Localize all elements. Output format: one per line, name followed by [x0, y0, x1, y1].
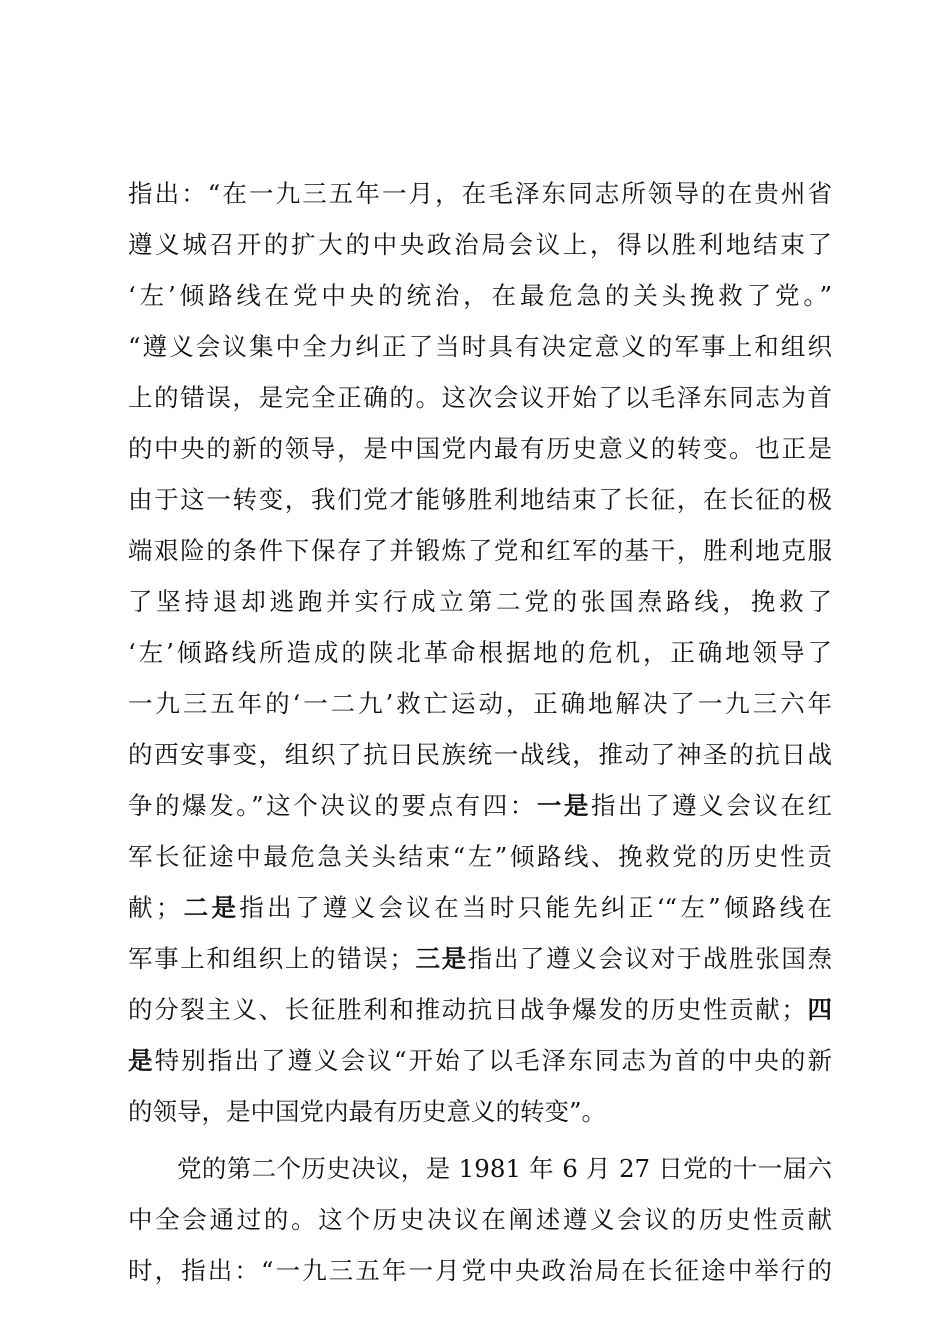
text-line: 指出：“在一九三五年一月，在毛泽东同志所领导的在贵州省	[128, 179, 832, 208]
text-line: 党的第二个历史决议，是 1981 年 6 月 27 日党的十一届六	[177, 1154, 832, 1183]
text-line: 上的错误，是完全正确的。这次会议开始了以毛泽东同志为首	[128, 383, 832, 412]
text-line: 的西安事变，组织了抗日民族统一战线，推动了神圣的抗日战	[128, 740, 832, 769]
bold-point-marker: 三是	[413, 944, 468, 973]
text-line: 了坚持退却逃跑并实行成立第二党的张国焘路线，挽救了	[128, 587, 832, 616]
text-line: 中全会通过的。这个历史决议在阐述遵义会议的历史性贡献	[128, 1205, 832, 1234]
text-line: “遵义会议集中全力纠正了当时具有决定意义的军事上和组织	[128, 332, 832, 361]
text-line	[128, 933, 832, 984]
text-segment: 军事上和组织上的错误；	[128, 944, 414, 973]
text-line: ‘左’倾路线在党中央的统治，在最危急的关头挽救了党。”	[128, 281, 832, 310]
body-text	[128, 168, 832, 1296]
text-line: 遵义城召开的扩大的中央政治局会议上，得以胜利地结束了	[128, 230, 832, 259]
text-line: 由于这一转变，我们党才能够胜利地结束了长征，在长征的极	[128, 485, 832, 514]
text-segment: 的分裂主义、长征胜利和推动抗日战争爆发的历史性贡献；	[128, 995, 806, 1024]
text-line: 军长征途中最危急关头结束“左”倾路线、挽救党的历史性贡	[128, 842, 832, 871]
text-segment: 指出了遵义会议在当时只能先纠正‘“左”倾路线在	[239, 893, 832, 922]
text-line	[128, 1035, 832, 1086]
bold-point-marker: 四	[805, 995, 832, 1024]
text-segment: 指出了遵义会议在红	[590, 791, 832, 820]
text-line	[128, 984, 832, 1035]
text-line	[128, 882, 832, 933]
text-line: ‘左’倾路线所造成的陕北革命根据地的危机，正确地领导了	[128, 638, 832, 667]
text-line: 的领导，是中国党内最有历史意义的转变”。	[128, 1097, 607, 1126]
text-line	[128, 780, 832, 831]
text-segment: 特别指出了遵义会议“开始了以毛泽东同志为首的中央的新	[154, 1046, 832, 1075]
text-line: 端艰险的条件下保存了并锻炼了党和红军的基干，胜利地克服	[128, 536, 832, 565]
text-segment: 指出了遵义会议对于战胜张国焘	[467, 944, 832, 973]
bold-point-marker: 二是	[180, 893, 240, 922]
text-segment: 争的爆发。”这个决议的要点有四：	[128, 791, 537, 820]
text-line: 一九三五年的‘一二九’救亡运动，正确地解决了一九三六年	[128, 689, 832, 718]
text-line: 时，指出：“一九三五年一月党中央政治局在长征途中举行的	[128, 1256, 832, 1285]
bold-point-marker: 是	[128, 1046, 155, 1075]
text-segment: 献；	[128, 893, 181, 922]
text-line: 的中央的新的领导，是中国党内最有历史意义的转变。也正是	[128, 434, 832, 463]
bold-point-marker: 一是	[536, 791, 591, 820]
